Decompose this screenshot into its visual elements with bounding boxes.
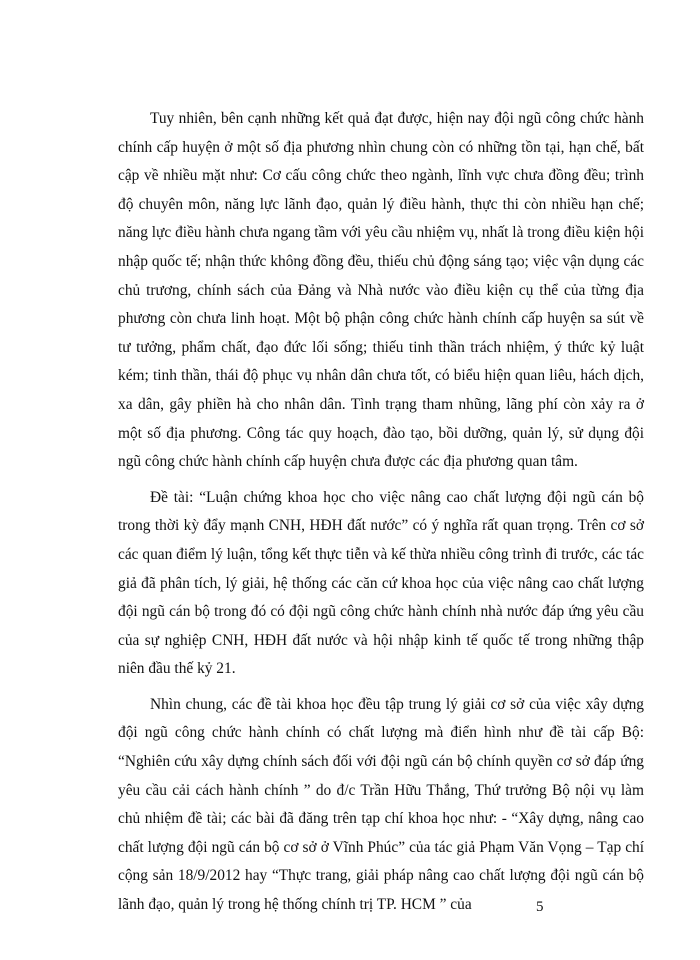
page-number: 5 — [536, 899, 544, 915]
paragraph-overview: Nhìn chung, các đề tài khoa học đều tập trung lý giải cơ sở của việc xây dựng đội ngũ công chức hành chính có chất lượng mà điển hình như đề tài cấp Bộ: “Nghiên cứu xây dựng chính sách đối với đội ngũ cán bộ chính quyền cơ sở đáp ứng yêu cầu cải cách hành chính ” do đ/c Trần Hữu Thắng, Thứ trưởng Bộ nội vụ làm chủ nhiệm đề tài; các bài đã đăng trên tạp chí khoa học như: - “Xây dựng, nâng cao chất lượng đội ngũ cán bộ cơ sở ở Vĩnh Phúc” của tác giả Phạm Văn Vọng – Tạp chí cộng sản 18/9/2012 hay “Thực trang, giải pháp nâng cao chất lượng đội ngũ cán bộ lãnh đạo, quản lý trong hệ thống chính trị TP. HCM ” của — [118, 695, 644, 914]
paragraph-research-topic: Đề tài: “Luận chứng khoa học cho việc nâng cao chất lượng đội ngũ cán bộ trong thời kỳ đẩy mạnh CNH, HĐH đất nước” có ý nghĩa rất quan trọng. Trên cơ sở các quan điểm lý luận, tổng kết thực tiễn và kế thừa nhiều công trình đi trước, các tác giả đã phân tích, lý giải, hệ thống các căn cứ khoa học của việc nâng cao chất lượng đội ngũ cán bộ trong đó có đội ngũ công chức hành chính nhà nước đáp ứng yêu cầu của sự nghiệp CNH, HĐH đất nước và hội nhập kinh tế quốc tế trong những thập niên đầu thế kỷ 21. — [118, 488, 644, 678]
paragraph-limitations: Tuy nhiên, bên cạnh những kết quả đạt được, hiện nay đội ngũ công chức hành chính cấp huyện ở một số địa phương nhìn chung còn có những tồn tại, hạn chế, bất cập về nhiều mặt như: Cơ cấu công chức theo ngành, lĩnh vực chưa đồng đều; trình độ chuyên môn, năng lực lãnh đạo, quản lý điều hành, thực thi còn nhiều hạn chế; năng lực điều hành chưa ngang tầm với yêu cầu nhiệm vụ, nhất là trong điều kiện hội nhập quốc tế; nhận thức không đồng đều, thiếu chủ động sáng tạo; việc vận dụng các chủ trương, chính sách của Đảng và Nhà nước vào điều kiện cụ thể của từng địa phương còn chưa linh hoạt. Một bộ phận công chức hành chính cấp huyện sa sút về tư tưởng, phẩm chất, đạo đức lối sống; thiếu tinh thần trách nhiệm, ý thức kỷ luật kém; tinh thần, thái độ phục vụ nhân dân chưa tốt, có biểu hiện quan liêu, hách dịch, xa dân, gây phiền hà cho nhân dân. Tình trạng tham nhũng, lãng phí còn xảy ra ở một số địa phương. Công tác quy hoạch, đào tạo, bồi dưỡng, quản lý, sử dụng đội ngũ công chức hành chính cấp huyện chưa được các địa phương quan tâm. — [118, 110, 644, 471]
body-text — [118, 105, 644, 920]
